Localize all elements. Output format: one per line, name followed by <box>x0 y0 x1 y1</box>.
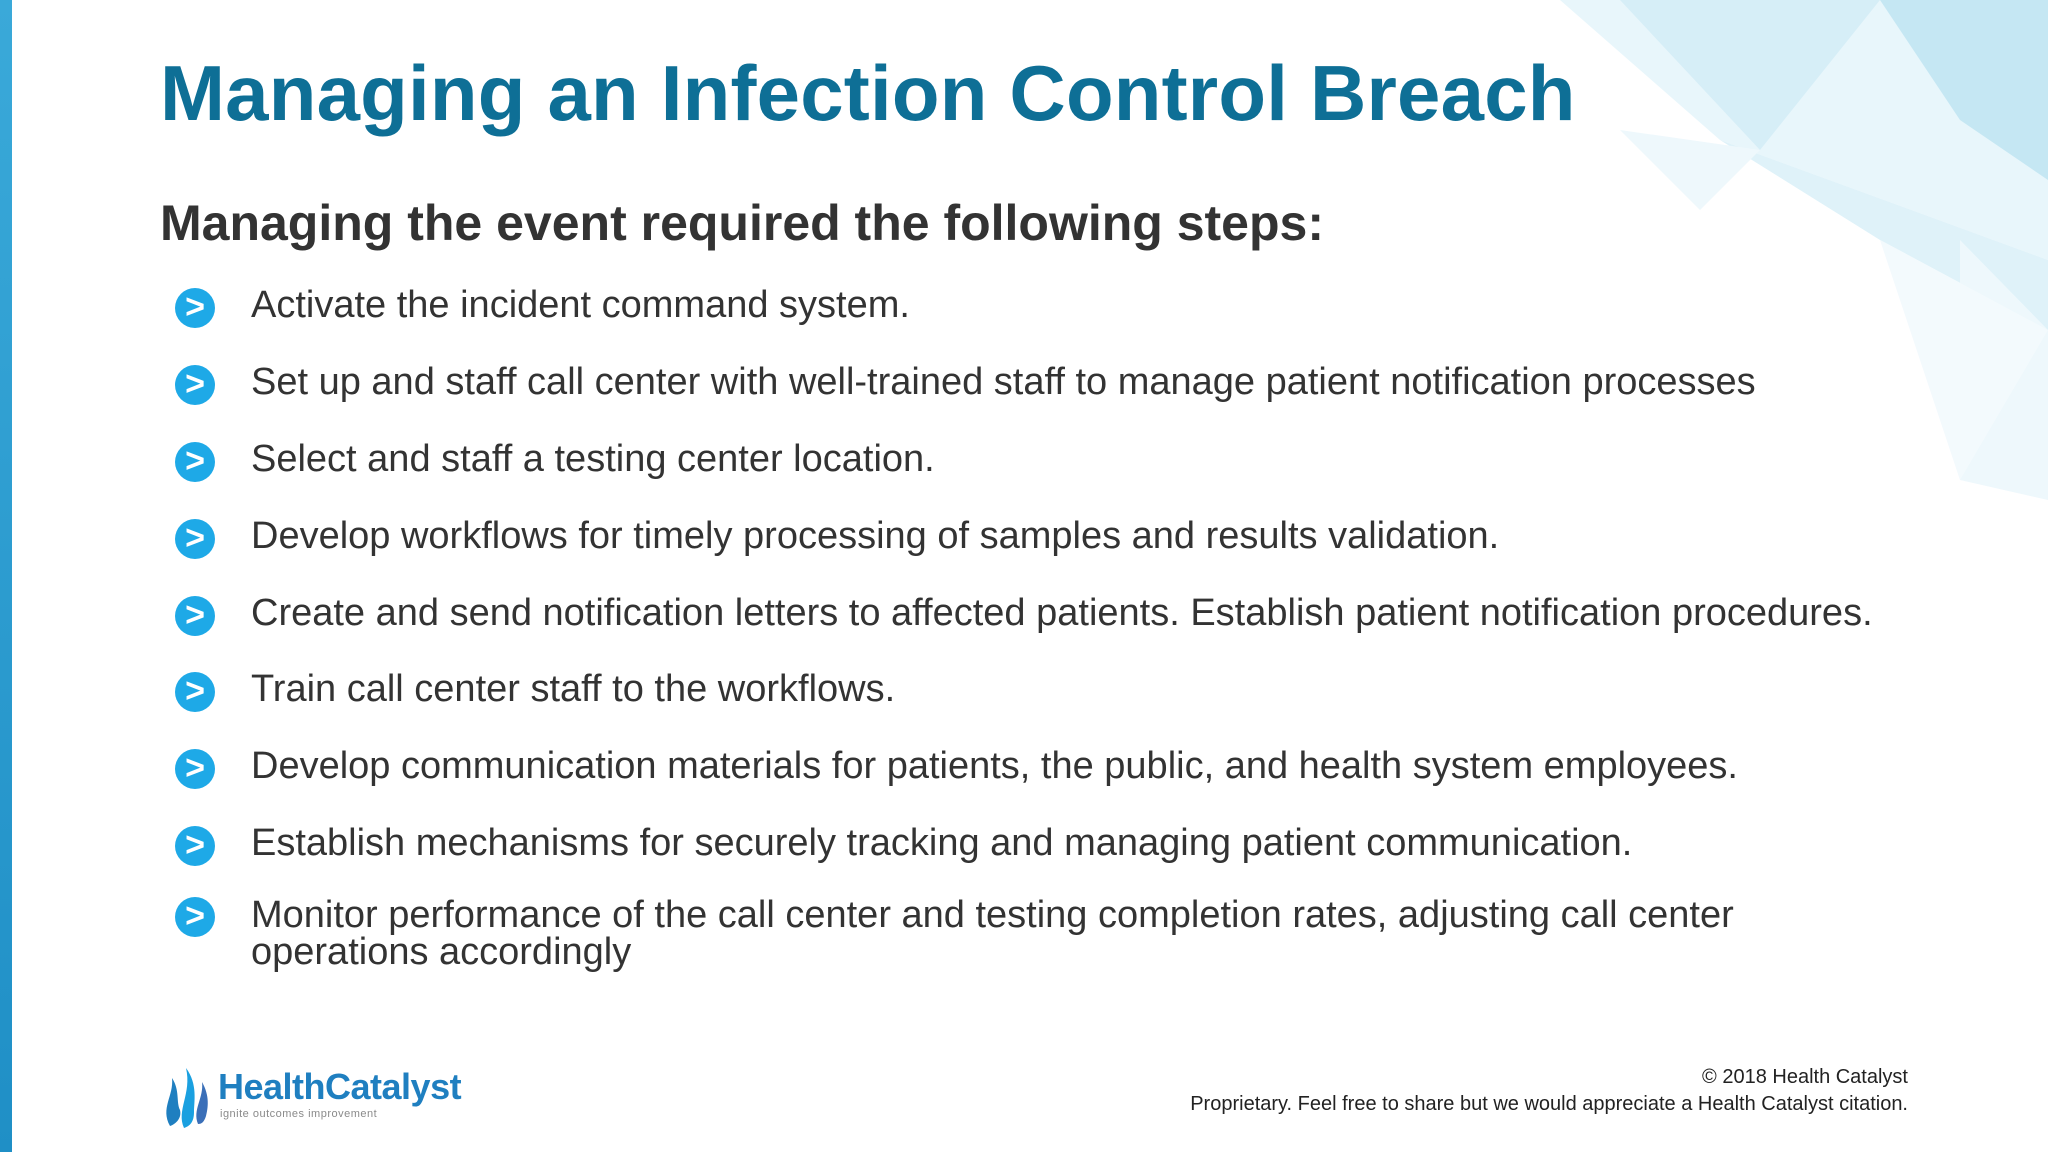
bullet-text: Develop workflows for timely processing of samples and results validation. <box>251 515 1500 557</box>
chevron-right-icon: > <box>175 288 215 328</box>
chevron-right-icon: > <box>175 897 215 937</box>
chevron-right-icon: > <box>175 826 215 866</box>
chevron-right-icon: > <box>175 672 215 712</box>
proprietary-notice: Proprietary. Feel free to share but we would appreciate a Health Catalyst citation. <box>1190 1093 1908 1115</box>
chevron-right-icon: > <box>175 749 215 789</box>
chevron-right-icon: > <box>175 519 215 559</box>
logo-tagline: ignite outcomes improvement <box>220 1108 378 1120</box>
health-catalyst-logo <box>160 1052 480 1132</box>
flame-logo-icon <box>160 1052 212 1130</box>
bullet-text: Develop communication materials for patients, the public, and health system employees. <box>251 745 1738 787</box>
slide-title: Managing an Infection Control Breach <box>160 49 1576 137</box>
logo-name: HealthCatalyst <box>218 1066 462 1107</box>
bullet-text: Set up and staff call center with well-trained staff to manage patient notification processes <box>251 361 1756 403</box>
bullet-text: Select and staff a testing center location. <box>251 438 935 480</box>
bullet-text: Create and send notification letters to affected patients. Establish patient notification procedures. <box>251 592 1873 634</box>
bullet-text: Activate the incident command system. <box>251 284 910 326</box>
chevron-right-icon: > <box>175 442 215 482</box>
bullet-text: Establish mechanisms for securely tracking and managing patient communication. <box>251 822 1633 864</box>
chevron-right-icon: > <box>175 365 215 405</box>
slide-subtitle: Managing the event required the following steps: <box>160 195 1324 251</box>
chevron-right-icon: > <box>175 596 215 636</box>
copyright-text: © 2018 Health Catalyst <box>1702 1066 1908 1088</box>
bullet-text: Monitor performance of the call center and testing completion rates, adjusting call center operations accordingly <box>251 894 1734 973</box>
footer <box>1190 1064 1908 1118</box>
bullet-text: Train call center staff to the workflows. <box>251 668 896 710</box>
